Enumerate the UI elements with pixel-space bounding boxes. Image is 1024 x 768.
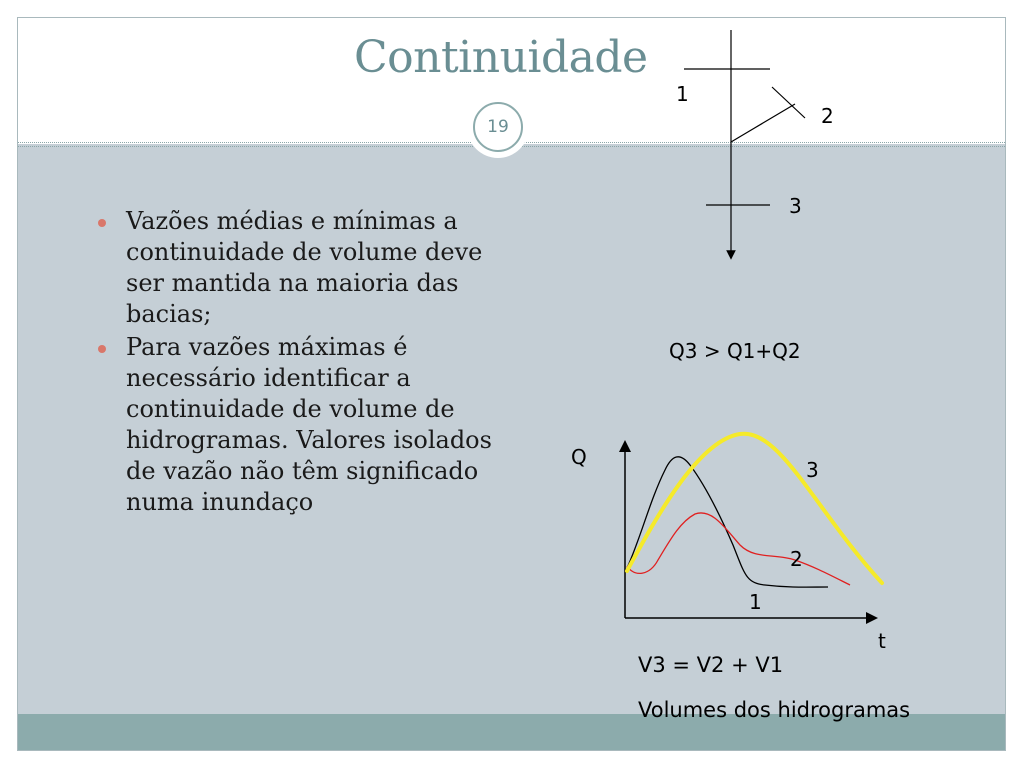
y-axis-label: Q xyxy=(571,445,587,469)
hydrograph-caption: Volumes dos hidrogramas xyxy=(638,698,911,722)
curve-label-3: 3 xyxy=(806,458,819,482)
hydrograph-curve-3 xyxy=(627,434,882,583)
x-axis-label: t xyxy=(878,629,886,653)
page-number: 19 xyxy=(473,102,523,152)
curve-label-2: 2 xyxy=(790,547,803,571)
section-label-2: 2 xyxy=(821,104,834,128)
flow-relation: Q3 > Q1+Q2 xyxy=(669,339,801,363)
section-2-tick xyxy=(772,87,805,118)
section-label-3: 3 xyxy=(789,194,802,218)
section-label-1: 1 xyxy=(676,82,689,106)
river-network-diagram xyxy=(684,30,805,255)
curve-label-1: 1 xyxy=(749,590,762,614)
tributary-line xyxy=(731,104,795,142)
bullet-text: Vazões médias e mínimas a continuidade de volume deve ser mantida na maioria das bacias; xyxy=(126,207,483,328)
hydrograph-curve-2 xyxy=(627,513,850,585)
volume-equation: V3 = V2 + V1 xyxy=(638,653,784,677)
bullet-text: Para vazões máximas é necessário identificar a continuidade de volume de hidrogramas. Valores isolados de vazão não têm significado numa inundaço xyxy=(126,333,492,516)
slide-title: Continuidade xyxy=(354,32,648,83)
